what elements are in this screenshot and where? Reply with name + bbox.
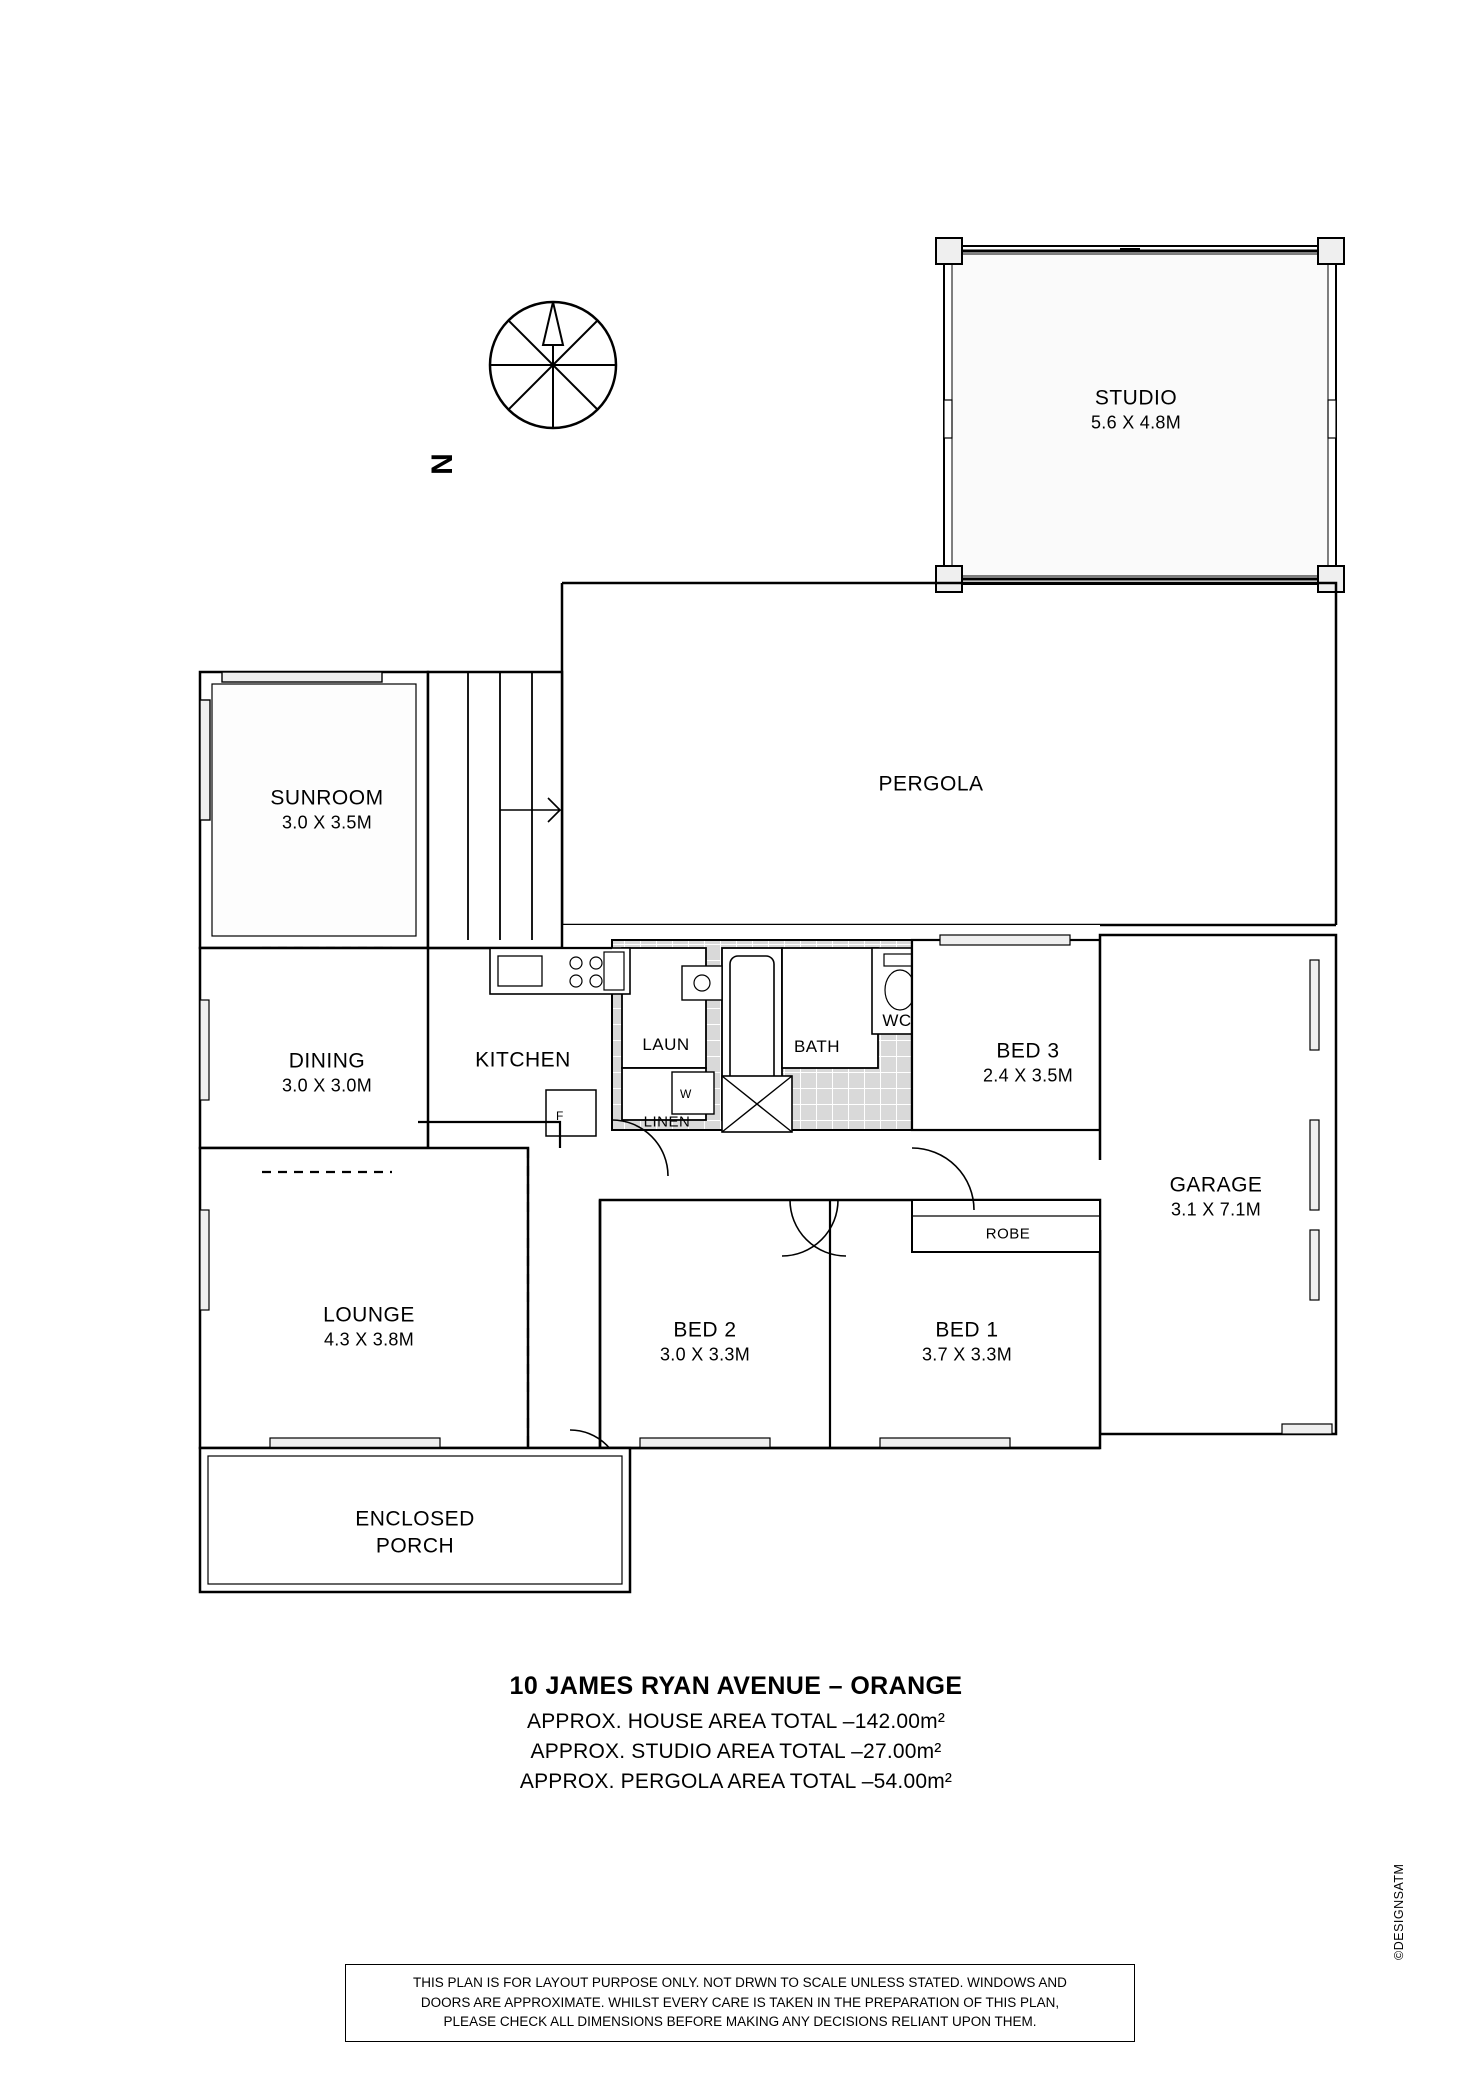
title-block — [0, 1672, 1472, 1800]
room-label-dining: DINING 3.0 X 3.0M — [281, 1049, 373, 1096]
disclaimer-line-1: THIS PLAN IS FOR LAYOUT PURPOSE ONLY. NOT DRWN TO SCALE UNLESS STATED. WINDOWS AND — [413, 1975, 1067, 1990]
room-label-lounge: LOUNGE 4.3 X 3.8M — [323, 1303, 415, 1350]
disclaimer-box — [345, 1964, 1135, 2042]
pergola-outline — [562, 583, 1336, 925]
room-label-robe: ROBE — [985, 1225, 1031, 1243]
room-label-enclosed-porch: ENCLOSED PORCH — [355, 1507, 475, 1558]
room-label-garage: GARAGE 3.1 X 7.1M — [1169, 1173, 1263, 1220]
house-area-total: APPROX. HOUSE AREA TOTAL –142.00m² — [526, 1710, 946, 1733]
svg-text:F: F — [556, 1109, 564, 1123]
room-label-sunroom: SUNROOM 3.0 X 3.5M — [270, 786, 384, 833]
room-label-bed-1: BED 1 3.7 X 3.3M — [921, 1318, 1013, 1365]
property-address: 10 JAMES RYAN AVENUE – ORANGE — [509, 1672, 963, 1700]
room-label-kitchen: KITCHEN — [475, 1048, 571, 1072]
copyright-notice: ©DESIGNSATM — [1392, 1863, 1406, 1960]
room-label-bed-3: BED 3 2.4 X 3.5M — [982, 1039, 1074, 1086]
room-label-bed-2: BED 2 3.0 X 3.3M — [659, 1318, 751, 1365]
disclaimer-line-3: PLEASE CHECK ALL DIMENSIONS BEFORE MAKING ANY DECISIONS RELIANT UPON THEM. — [443, 2014, 1037, 2030]
svg-text:W: W — [680, 1087, 692, 1101]
room-label-laundry: LAUN — [642, 1034, 690, 1054]
room-label-linen: LINEN — [643, 1113, 691, 1131]
room-label-studio: STUDIO 5.6 X 4.8M — [1090, 386, 1182, 433]
room-label-pergola: PERGOLA — [878, 772, 984, 796]
compass-north-label: N — [425, 453, 459, 475]
studio-area-total: APPROX. STUDIO AREA TOTAL –27.00m² — [530, 1740, 942, 1763]
pergola-area-total: APPROX. PERGOLA AREA TOTAL –54.00m² — [519, 1770, 953, 1793]
disclaimer-line-2: DOORS ARE APPROXIMATE. WHILST EVERY CARE IS TAKEN IN THE PREPARATION OF THIS PLAN, — [420, 1994, 1060, 2010]
compass-rose — [490, 302, 616, 428]
room-label-wc: WC — [882, 1010, 912, 1030]
room-label-bath: BATH — [793, 1036, 841, 1056]
